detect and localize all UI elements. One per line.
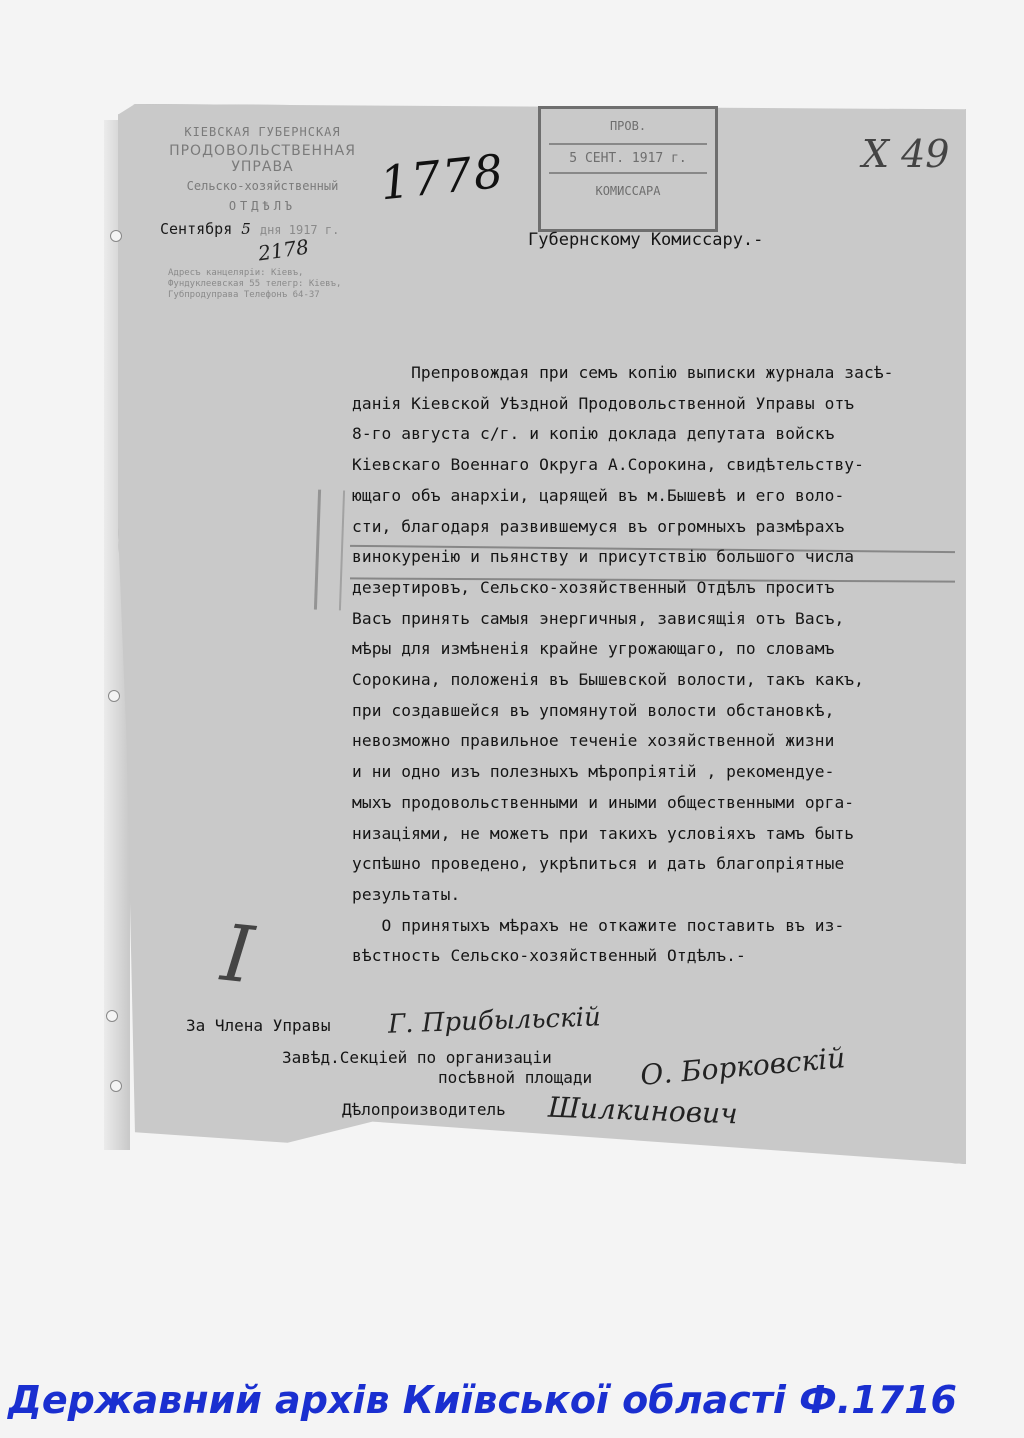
handwritten-registration-number: 1778 [377, 143, 508, 211]
punch-hole [108, 690, 120, 702]
registry-stamp-line: ПРОВ. [609, 119, 647, 133]
letter-body-line: Кіевскаго Военнаго Округа А.Сорокина, свидѣтельству- [352, 455, 864, 475]
letterhead-line: Сельско-хозяйственный [186, 179, 339, 193]
addressee: Губернскому Комиссару.- [528, 230, 764, 250]
signature-label-member: За Члена Управы [186, 1016, 331, 1035]
signature-member: Г. Прибыльскій [387, 1002, 602, 1040]
signature-section-head: О. Борковскій [638, 1041, 847, 1092]
signature-label-section: посѣвной площади [438, 1068, 593, 1087]
punch-hole [106, 1010, 118, 1022]
letter-body-line: Сорокина, положенія въ Бышевской волости, такъ какъ, [352, 670, 864, 690]
signature-clerk: Шилкинович [547, 1090, 739, 1131]
margin-roman-numeral: I [217, 908, 258, 1002]
letterhead-address: Адресъ канцеляріи: Кіевъ, Фундуклеевская 55 телегр: Кіевъ, Губпродуправа Телефонъ 64-37 [168, 268, 342, 300]
letter-body-line: вѣстность Сельско-хозяйственный Отдѣлъ.- [352, 946, 746, 966]
punch-hole [110, 230, 122, 242]
letter-body-line: мыхъ продовольственными и иными общественными орга- [352, 792, 855, 812]
document-date [160, 220, 339, 238]
letter-body-line: мѣры для измѣненія крайне угрожающаго, по словамъ [352, 639, 835, 659]
letter-body-line: ющаго объ анархіи, царящей въ м.Бышевѣ и его воло- [352, 485, 845, 505]
letter-body [352, 358, 962, 972]
letter-body-line: Препровождая при семъ копію выписки журнала засѣ- [352, 363, 894, 382]
letterhead-stamp [150, 125, 375, 213]
letter-body-line: 8-го августа с/г. и копію доклада депутата войскъ [352, 424, 835, 444]
registry-stamp-date: 5 СЕНТ. 1917 г. [549, 143, 707, 174]
letterhead-line: ОТДѢЛЪ [228, 199, 297, 213]
outgoing-number: 2178 [256, 234, 311, 266]
letterhead-line: КІЕВСКАЯ ГУБЕРНСКАЯ [184, 125, 341, 139]
punch-hole [110, 1080, 122, 1092]
signature-label-clerk: Дѣлопроизводитель [342, 1100, 506, 1119]
letter-body-line: данія Кіевской Уѣздной Продовольственной Управы отъ [352, 393, 855, 413]
letter-body-line: успѣшно проведено, укрѣпиться и дать благопріятные [352, 854, 845, 874]
date-month: Сентября [160, 220, 233, 238]
registry-stamp [538, 106, 718, 232]
letter-body-line: сти, благодаря развившемуся въ огромныхъ размѣрахъ [352, 516, 845, 536]
letter-body-line: винокуренію и пьянству и присутствію большого числа [352, 547, 855, 567]
letterhead-line: ПРОДОВОЛЬСТВЕННАЯ УПРАВА [169, 143, 356, 175]
letter-body-line: и ни одно изъ полезныхъ мѣропріятій , рекомендуе- [352, 762, 835, 782]
registry-stamp-line: КОМИССАРА [595, 184, 661, 198]
archive-sheet-number: X 49 [862, 132, 950, 176]
margin-pencil-mark [314, 490, 345, 611]
letter-body-line: О принятыхъ мѣрахъ не откажите поставить въ из- [352, 915, 845, 935]
letter-body-line: невозможно правильное теченіе хозяйственной жизни [352, 731, 835, 751]
date-day: 5 [241, 220, 251, 238]
archive-caption: Державний архів Київської області Ф.1716 [8, 1378, 957, 1422]
letter-body-line: при создавшейся въ упомянутой волости обстановкѣ, [352, 700, 835, 720]
letter-body-line: Васъ принять самыя энергичныя, зависящія отъ Васъ, [352, 608, 845, 628]
letter-body-line: низаціями, не можетъ при такихъ условіяхъ тамъ быть [352, 823, 855, 843]
letter-body-line: дезертировъ, Сельско-хозяйственный Отдѣлъ проситъ [352, 577, 835, 597]
letter-body-line: результаты. [352, 884, 461, 904]
signature-label-section: Завѣд.Секціей по организаціи [282, 1048, 552, 1067]
date-rest: дня 1917 г. [259, 223, 340, 237]
